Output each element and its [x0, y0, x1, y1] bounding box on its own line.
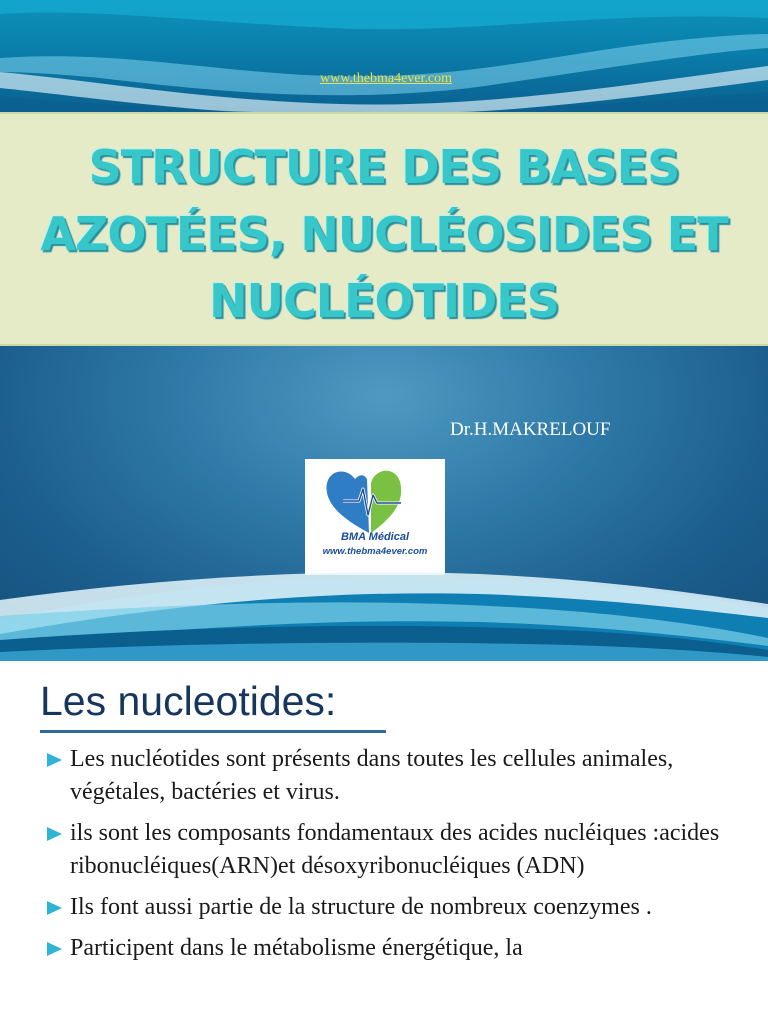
author-name: Dr.H.MAKRELOUF [450, 419, 611, 440]
arrow-bullet-icon [47, 942, 62, 956]
bma-medical-logo [305, 459, 445, 575]
bullet-text: Participent dans le métabolisme énergétique, la [70, 935, 523, 961]
bullet-text: Ils font aussi partie de la structure de nombreux coenzymes . [70, 894, 652, 920]
slide-heading: Les nucleotides: [40, 678, 337, 724]
title-line: STRUCTURE DES BASES [88, 140, 680, 194]
arrow-bullet-icon [47, 753, 62, 767]
title-banner [0, 112, 768, 346]
list-item [46, 743, 756, 809]
top-wave-banner [0, 0, 768, 115]
bullet-text: Les nucléotides sont présents dans toutes les cellules animales, végétales, bactéries et virus. [70, 746, 674, 805]
website-link[interactable]: www.thebma4ever.com [319, 71, 453, 86]
arrow-bullet-icon [47, 901, 62, 915]
slide-title [0, 134, 768, 335]
wave-decoration [0, 560, 768, 661]
heart-pulse-icon [305, 459, 445, 539]
bottom-wave-banner [0, 560, 768, 661]
bullet-text: ils sont les composants fondamentaux des acides nucléiques :acides ribonucléiques(ARN)et désoxyribonucléiques (ADN) [70, 820, 720, 879]
bullet-list [46, 743, 756, 973]
logo-url: www.thebma4ever.com [322, 546, 428, 557]
list-item [46, 932, 756, 965]
heading-underline [40, 730, 386, 733]
list-item [46, 891, 756, 924]
content-slide [0, 661, 768, 1024]
list-item [46, 817, 756, 883]
wave-decoration [0, 0, 768, 115]
arrow-bullet-icon [47, 827, 62, 841]
title-line: NUCLÉOTIDES [209, 274, 559, 328]
title-line: AZOTÉES, NUCLÉOSIDES ET [40, 207, 728, 261]
logo-name: BMA Médical [340, 531, 410, 543]
